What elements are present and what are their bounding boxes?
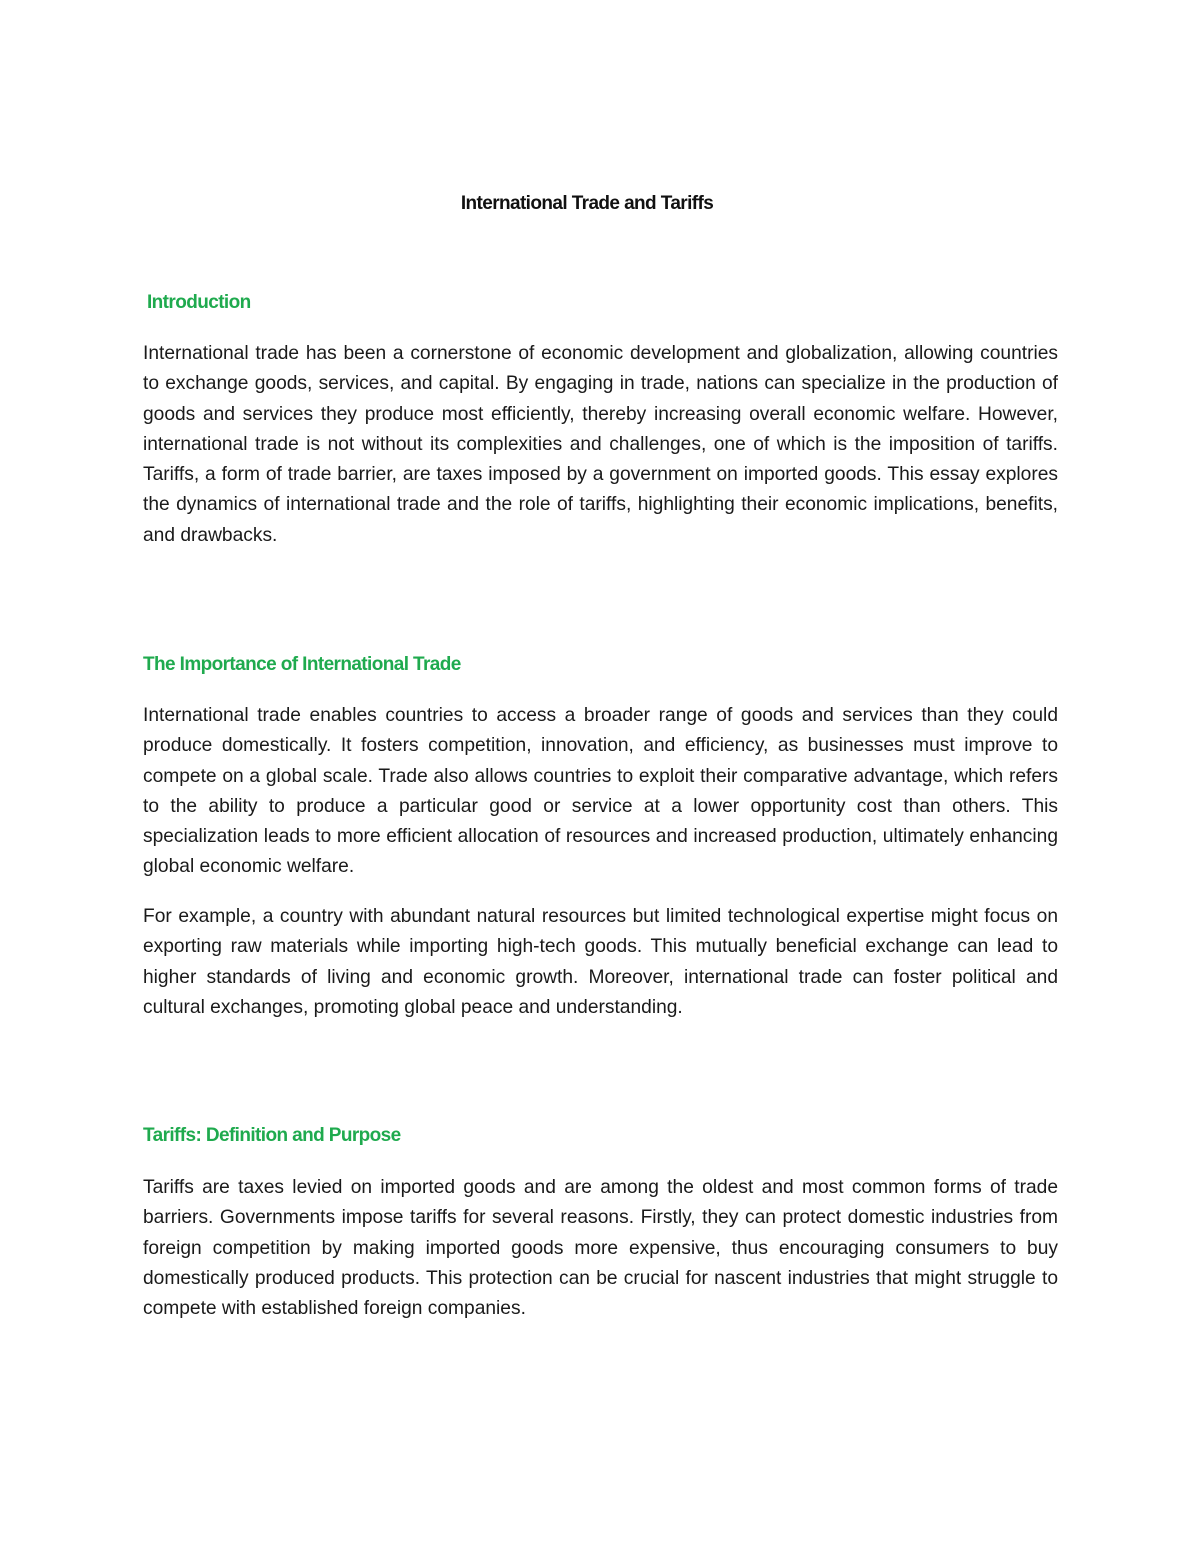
paragraph-importance-1: International trade enables countries to access a broader range of goods and services than they could produce domestically. It fosters competition, innovation, and efficiency, as businesses must improve to compete on a global scale. Trade also allows countries to exploit their comparative advantage, which refers to the ability to produce a particular good or service at a lower opportunity cost than others. This specialization leads to more efficient allocation of resources and increased production, ultimately enhancing global economic welfare. xyxy=(143,705,1058,878)
section-heading-importance: The Importance of International Trade xyxy=(143,654,461,675)
section-heading-introduction: Introduction xyxy=(147,292,251,313)
document-title: International Trade and Tariffs xyxy=(460,193,714,214)
section-heading-tariffs: Tariffs: Definition and Purpose xyxy=(143,1125,401,1146)
paragraph-introduction: International trade has been a cornerstone of economic development and globalization, allowing countries to exchange goods, services, and capital. By engaging in trade, nations can specialize in the production of goods and services they produce most efficiently, thereby increasing overall economic welfare. However, international trade is not without its complexities and challenges, one of which is the imposition of tariffs. Tariffs, a form of trade barrier, are taxes imposed by a government on imported goods. This essay explores the dynamics of international trade and the role of tariffs, highlighting their economic implications, benefits, and drawbacks. xyxy=(143,343,1058,546)
paragraph-importance-2: For example, a country with abundant natural resources but limited technological expertise might focus on exporting raw materials while importing high-tech goods. This mutually beneficial exchange can lead to higher standards of living and economic growth. Moreover, international trade can foster political and cultural exchanges, promoting global peace and understanding. xyxy=(143,906,1058,1018)
paragraph-tariffs: Tariffs are taxes levied on imported goods and are among the oldest and most common forms of trade barriers. Governments impose tariffs for several reasons. Firstly, they can protect domestic industries from foreign competition by making imported goods more expensive, thus encouraging consumers to buy domestically produced products. This protection can be crucial for nascent industries that might struggle to compete with established foreign companies. xyxy=(143,1177,1058,1320)
